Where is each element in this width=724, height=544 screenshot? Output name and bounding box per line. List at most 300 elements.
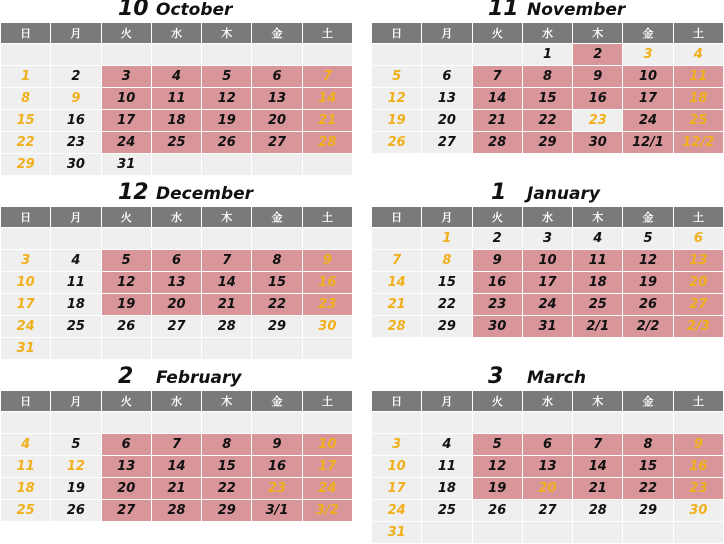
empty-cell — [202, 338, 252, 360]
day-cell: 29 — [522, 132, 572, 154]
day-cell: 31 — [372, 522, 422, 544]
empty-cell — [302, 44, 352, 66]
day-cell: 13 — [101, 456, 151, 478]
week-row — [1, 272, 353, 294]
empty-cell — [51, 412, 101, 434]
weekday-header: 日 — [1, 391, 51, 412]
day-cell: 29 — [252, 316, 302, 338]
day-cell: 17 — [302, 456, 352, 478]
empty-cell — [101, 338, 151, 360]
day-cell: 24 — [1, 316, 51, 338]
empty-cell — [252, 412, 302, 434]
weekday-header: 日 — [372, 207, 422, 228]
day-cell: 26 — [472, 500, 522, 522]
month-number: 2 — [118, 364, 134, 389]
empty-cell — [422, 522, 472, 544]
day-cell: 12/1 — [623, 132, 673, 154]
weekday-header-row — [372, 23, 724, 44]
day-cell: 22 — [623, 478, 673, 500]
weekday-header: 日 — [372, 391, 422, 412]
day-cell: 27 — [422, 132, 472, 154]
day-cell: 18 — [1, 478, 51, 500]
day-cell: 17 — [101, 110, 151, 132]
month-title — [371, 180, 724, 206]
weekday-header: 土 — [673, 207, 723, 228]
day-cell: 28 — [472, 132, 522, 154]
month-number: 11 — [488, 0, 519, 21]
day-cell: 5 — [51, 434, 101, 456]
empty-cell — [302, 154, 352, 176]
day-cell: 21 — [372, 294, 422, 316]
day-cell: 10 — [302, 434, 352, 456]
day-cell: 13 — [422, 88, 472, 110]
day-cell: 8 — [623, 434, 673, 456]
weekday-header: 木 — [202, 207, 252, 228]
day-cell: 4 — [422, 434, 472, 456]
empty-cell — [472, 44, 522, 66]
day-cell: 23 — [573, 110, 623, 132]
day-cell: 10 — [101, 88, 151, 110]
day-cell: 28 — [372, 316, 422, 338]
empty-cell — [151, 44, 201, 66]
weekday-header: 火 — [101, 391, 151, 412]
empty-cell — [101, 44, 151, 66]
day-cell: 13 — [151, 272, 201, 294]
day-cell: 5 — [623, 228, 673, 250]
day-cell: 12 — [51, 456, 101, 478]
weekday-header: 土 — [673, 23, 723, 44]
day-cell: 3 — [101, 66, 151, 88]
week-row — [1, 456, 353, 478]
day-cell: 6 — [522, 434, 572, 456]
month-name: November — [527, 0, 626, 20]
week-row — [1, 478, 353, 500]
day-cell: 17 — [1, 294, 51, 316]
day-cell: 20 — [252, 110, 302, 132]
week-row — [1, 154, 353, 176]
day-cell: 20 — [151, 294, 201, 316]
day-cell: 9 — [302, 250, 352, 272]
day-cell: 28 — [573, 500, 623, 522]
day-cell: 7 — [372, 250, 422, 272]
day-cell: 21 — [472, 110, 522, 132]
day-cell: 6 — [673, 228, 723, 250]
weekday-header: 金 — [252, 207, 302, 228]
empty-cell — [623, 522, 673, 544]
weekday-header: 金 — [623, 23, 673, 44]
day-cell: 3/2 — [302, 500, 352, 522]
day-cell: 25 — [51, 316, 101, 338]
day-cell: 23 — [252, 478, 302, 500]
weekday-header-row — [372, 391, 724, 412]
week-row — [1, 132, 353, 154]
day-cell: 6 — [252, 66, 302, 88]
day-cell: 15 — [623, 456, 673, 478]
weekday-header: 水 — [522, 391, 572, 412]
weekday-header: 日 — [1, 207, 51, 228]
empty-cell — [151, 412, 201, 434]
day-cell: 30 — [51, 154, 101, 176]
month-november — [371, 0, 724, 154]
empty-cell — [422, 44, 472, 66]
day-cell: 27 — [101, 500, 151, 522]
day-cell: 22 — [202, 478, 252, 500]
day-cell: 10 — [623, 66, 673, 88]
week-row — [1, 338, 353, 360]
month-number: 12 — [118, 180, 149, 205]
day-cell: 18 — [51, 294, 101, 316]
day-cell: 17 — [372, 478, 422, 500]
day-cell: 24 — [522, 294, 572, 316]
empty-cell — [522, 412, 572, 434]
weekday-header: 土 — [673, 391, 723, 412]
day-cell: 26 — [372, 132, 422, 154]
day-cell: 11 — [422, 456, 472, 478]
weekday-header: 水 — [522, 23, 572, 44]
day-cell: 15 — [1, 110, 51, 132]
empty-cell — [372, 228, 422, 250]
empty-cell — [252, 44, 302, 66]
day-cell: 2 — [472, 228, 522, 250]
day-cell: 25 — [151, 132, 201, 154]
day-cell: 29 — [623, 500, 673, 522]
empty-cell — [372, 412, 422, 434]
day-cell: 5 — [202, 66, 252, 88]
day-cell: 1 — [1, 66, 51, 88]
day-cell: 26 — [51, 500, 101, 522]
day-cell: 21 — [202, 294, 252, 316]
day-cell: 20 — [101, 478, 151, 500]
day-cell: 24 — [101, 132, 151, 154]
day-cell: 19 — [623, 272, 673, 294]
day-cell: 19 — [472, 478, 522, 500]
empty-cell — [202, 412, 252, 434]
day-cell: 30 — [302, 316, 352, 338]
day-cell: 4 — [51, 250, 101, 272]
empty-cell — [101, 412, 151, 434]
empty-cell — [1, 228, 51, 250]
day-cell: 28 — [202, 316, 252, 338]
day-cell: 18 — [673, 88, 723, 110]
weekday-header: 日 — [1, 23, 51, 44]
day-cell: 17 — [522, 272, 572, 294]
weekday-header: 月 — [51, 23, 101, 44]
weekday-header: 月 — [422, 207, 472, 228]
day-cell: 9 — [472, 250, 522, 272]
day-cell: 18 — [573, 272, 623, 294]
day-cell: 7 — [472, 66, 522, 88]
day-cell: 27 — [673, 294, 723, 316]
day-cell: 3 — [522, 228, 572, 250]
week-row — [1, 228, 353, 250]
week-row — [372, 294, 724, 316]
empty-cell — [422, 412, 472, 434]
day-cell: 5 — [472, 434, 522, 456]
empty-cell — [1, 412, 51, 434]
day-cell: 2/1 — [573, 316, 623, 338]
day-cell: 14 — [302, 88, 352, 110]
day-cell: 21 — [151, 478, 201, 500]
month-title — [371, 0, 724, 22]
day-cell: 16 — [472, 272, 522, 294]
day-cell: 13 — [673, 250, 723, 272]
week-row — [372, 316, 724, 338]
day-cell: 24 — [302, 478, 352, 500]
day-cell: 8 — [252, 250, 302, 272]
weekday-header: 火 — [472, 391, 522, 412]
month-grid — [371, 390, 724, 544]
day-cell: 8 — [522, 66, 572, 88]
week-row — [372, 110, 724, 132]
day-cell: 25 — [1, 500, 51, 522]
day-cell: 1 — [422, 228, 472, 250]
month-number: 10 — [118, 0, 149, 21]
day-cell: 27 — [522, 500, 572, 522]
week-row — [1, 316, 353, 338]
week-row — [372, 478, 724, 500]
day-cell: 4 — [151, 66, 201, 88]
day-cell: 20 — [673, 272, 723, 294]
empty-cell — [252, 228, 302, 250]
weekday-header: 金 — [252, 23, 302, 44]
day-cell: 9 — [673, 434, 723, 456]
day-cell: 12 — [623, 250, 673, 272]
day-cell: 10 — [372, 456, 422, 478]
day-cell: 5 — [101, 250, 151, 272]
day-cell: 3 — [1, 250, 51, 272]
month-number: 1 — [491, 180, 507, 205]
day-cell: 20 — [522, 478, 572, 500]
weekday-header: 木 — [573, 207, 623, 228]
week-row — [1, 500, 353, 522]
day-cell: 18 — [422, 478, 472, 500]
weekday-header-row — [1, 23, 353, 44]
day-cell: 16 — [252, 456, 302, 478]
month-october — [0, 0, 353, 176]
weekday-header-row — [1, 391, 353, 412]
month-grid — [371, 206, 724, 338]
day-cell: 13 — [252, 88, 302, 110]
weekday-header: 木 — [573, 23, 623, 44]
day-cell: 28 — [302, 132, 352, 154]
week-row — [1, 110, 353, 132]
empty-cell — [472, 412, 522, 434]
empty-cell — [302, 338, 352, 360]
weekday-header: 土 — [302, 207, 352, 228]
day-cell: 16 — [302, 272, 352, 294]
weekday-header: 日 — [372, 23, 422, 44]
weekday-header: 月 — [51, 391, 101, 412]
day-cell: 19 — [202, 110, 252, 132]
weekday-header: 金 — [623, 207, 673, 228]
day-cell: 27 — [252, 132, 302, 154]
day-cell: 26 — [101, 316, 151, 338]
week-row — [372, 522, 724, 544]
weekday-header: 火 — [101, 207, 151, 228]
day-cell: 4 — [573, 228, 623, 250]
day-cell: 12 — [372, 88, 422, 110]
week-row — [372, 272, 724, 294]
day-cell: 29 — [202, 500, 252, 522]
weekday-header-row — [1, 207, 353, 228]
day-cell: 9 — [51, 88, 101, 110]
empty-cell — [472, 522, 522, 544]
day-cell: 27 — [151, 316, 201, 338]
week-row — [372, 228, 724, 250]
week-row — [372, 66, 724, 88]
day-cell: 15 — [422, 272, 472, 294]
day-cell: 14 — [202, 272, 252, 294]
day-cell: 23 — [51, 132, 101, 154]
day-cell: 2 — [51, 66, 101, 88]
day-cell: 2 — [573, 44, 623, 66]
day-cell: 16 — [573, 88, 623, 110]
month-title — [0, 0, 353, 22]
weekday-header: 木 — [202, 23, 252, 44]
day-cell: 8 — [422, 250, 472, 272]
week-row — [1, 44, 353, 66]
weekday-header: 水 — [151, 207, 201, 228]
day-cell: 19 — [51, 478, 101, 500]
week-row — [372, 434, 724, 456]
empty-cell — [573, 412, 623, 434]
empty-cell — [252, 338, 302, 360]
day-cell: 6 — [101, 434, 151, 456]
day-cell: 16 — [51, 110, 101, 132]
empty-cell — [302, 228, 352, 250]
day-cell: 8 — [1, 88, 51, 110]
week-row — [1, 294, 353, 316]
month-name: October — [156, 0, 233, 20]
empty-cell — [101, 228, 151, 250]
day-cell: 4 — [1, 434, 51, 456]
day-cell: 22 — [252, 294, 302, 316]
day-cell: 15 — [202, 456, 252, 478]
month-february — [0, 364, 353, 522]
weekday-header: 水 — [151, 391, 201, 412]
empty-cell — [202, 44, 252, 66]
day-cell: 14 — [372, 272, 422, 294]
empty-cell — [151, 154, 201, 176]
day-cell: 22 — [422, 294, 472, 316]
empty-cell — [673, 412, 723, 434]
empty-cell — [202, 154, 252, 176]
weekday-header: 木 — [202, 391, 252, 412]
day-cell: 26 — [623, 294, 673, 316]
day-cell: 14 — [573, 456, 623, 478]
week-row — [1, 250, 353, 272]
day-cell: 29 — [1, 154, 51, 176]
day-cell: 4 — [673, 44, 723, 66]
day-cell: 30 — [573, 132, 623, 154]
weekday-header: 木 — [573, 391, 623, 412]
day-cell: 7 — [151, 434, 201, 456]
day-cell: 6 — [151, 250, 201, 272]
month-grid — [0, 206, 353, 360]
month-name: January — [527, 184, 600, 204]
day-cell: 24 — [623, 110, 673, 132]
week-row — [372, 44, 724, 66]
weekday-header: 水 — [522, 207, 572, 228]
week-row — [372, 500, 724, 522]
week-row — [372, 412, 724, 434]
weekday-header: 土 — [302, 391, 352, 412]
day-cell: 30 — [472, 316, 522, 338]
weekday-header: 水 — [151, 23, 201, 44]
day-cell: 11 — [573, 250, 623, 272]
day-cell: 16 — [673, 456, 723, 478]
day-cell: 2/2 — [623, 316, 673, 338]
day-cell: 3 — [623, 44, 673, 66]
empty-cell — [302, 412, 352, 434]
day-cell: 23 — [472, 294, 522, 316]
empty-cell — [51, 338, 101, 360]
day-cell: 11 — [673, 66, 723, 88]
week-row — [1, 88, 353, 110]
month-grid — [371, 22, 724, 154]
month-name: December — [156, 184, 254, 204]
day-cell: 12 — [202, 88, 252, 110]
month-grid — [0, 390, 353, 522]
day-cell: 2/3 — [673, 316, 723, 338]
empty-cell — [202, 228, 252, 250]
day-cell: 7 — [573, 434, 623, 456]
day-cell: 10 — [1, 272, 51, 294]
day-cell: 21 — [302, 110, 352, 132]
week-row — [372, 88, 724, 110]
month-grid — [0, 22, 353, 176]
day-cell: 11 — [151, 88, 201, 110]
day-cell: 23 — [673, 478, 723, 500]
day-cell: 26 — [202, 132, 252, 154]
weekday-header: 月 — [422, 23, 472, 44]
weekday-header: 金 — [623, 391, 673, 412]
month-january — [371, 180, 724, 338]
week-row — [372, 250, 724, 272]
weekday-header: 土 — [302, 23, 352, 44]
empty-cell — [372, 44, 422, 66]
day-cell: 30 — [673, 500, 723, 522]
month-title — [0, 364, 353, 390]
empty-cell — [151, 338, 201, 360]
day-cell: 31 — [522, 316, 572, 338]
month-name: March — [527, 368, 586, 388]
day-cell: 12 — [472, 456, 522, 478]
day-cell: 12/2 — [673, 132, 723, 154]
day-cell: 11 — [51, 272, 101, 294]
day-cell: 3 — [372, 434, 422, 456]
day-cell: 9 — [252, 434, 302, 456]
day-cell: 24 — [372, 500, 422, 522]
month-name: February — [156, 368, 242, 388]
weekday-header: 火 — [472, 23, 522, 44]
day-cell: 25 — [422, 500, 472, 522]
day-cell: 19 — [101, 294, 151, 316]
day-cell: 22 — [1, 132, 51, 154]
day-cell: 12 — [101, 272, 151, 294]
day-cell: 13 — [522, 456, 572, 478]
day-cell: 1 — [522, 44, 572, 66]
day-cell: 20 — [422, 110, 472, 132]
month-title — [0, 180, 353, 206]
empty-cell — [522, 522, 572, 544]
weekday-header: 金 — [252, 391, 302, 412]
day-cell: 28 — [151, 500, 201, 522]
weekday-header-row — [372, 207, 724, 228]
empty-cell — [252, 154, 302, 176]
day-cell: 15 — [522, 88, 572, 110]
week-row — [1, 66, 353, 88]
